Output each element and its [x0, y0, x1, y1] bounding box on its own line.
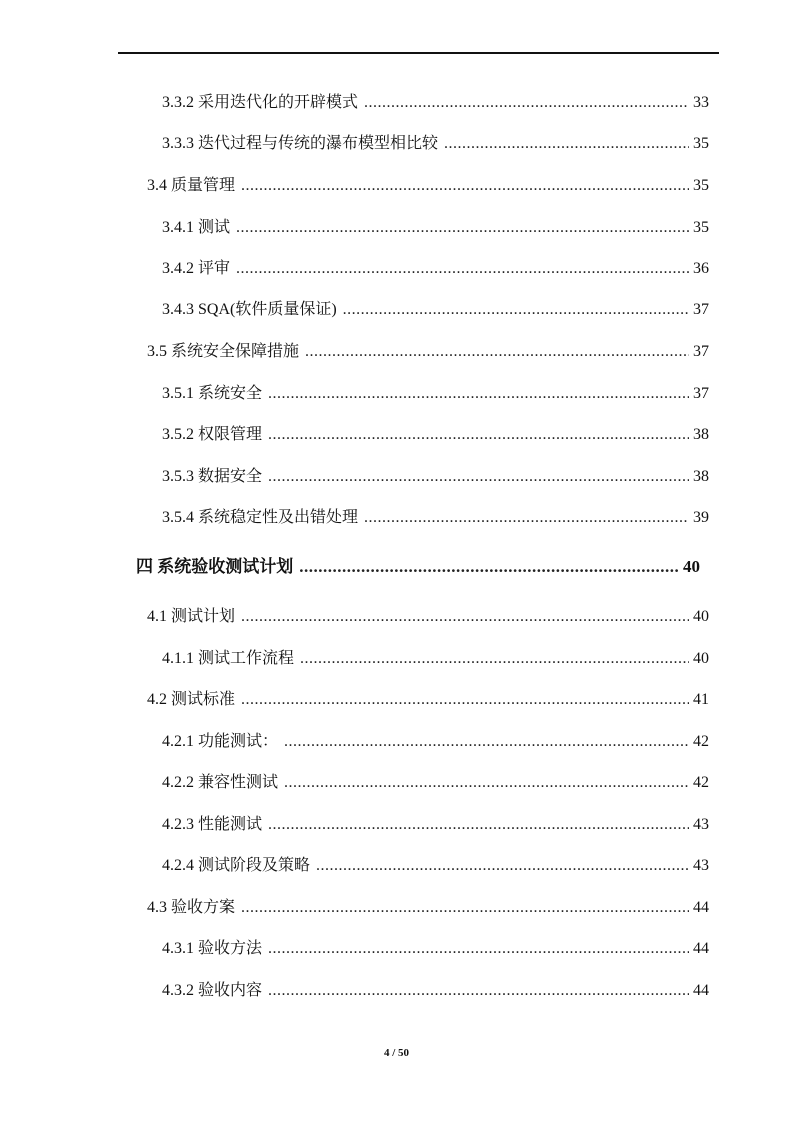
- toc-entry[interactable]: [162, 133, 709, 155]
- toc-entry-title: 3.5.2 权限管理: [162, 426, 263, 443]
- dot-leader: [268, 938, 689, 960]
- toc-entry-page: 38: [693, 426, 709, 443]
- toc-entry[interactable]: [162, 299, 709, 321]
- toc-entry-title: 4.3.1 验收方法: [162, 940, 263, 957]
- toc-entry-title: 3.5 系统安全保障措施: [147, 343, 300, 360]
- toc-entry-page: 38: [693, 468, 709, 485]
- toc-entry-title: 3.4 质量管理: [147, 177, 236, 194]
- toc-entry[interactable]: [147, 606, 709, 628]
- toc-entry-page: 43: [693, 857, 709, 874]
- toc-entry-page: 42: [693, 774, 709, 791]
- page-number: 4 / 50: [383, 1047, 410, 1059]
- toc-entry[interactable]: [162, 814, 709, 836]
- dot-leader: [268, 814, 689, 836]
- toc-entry-page: 37: [693, 301, 709, 318]
- dot-leader: [364, 507, 689, 529]
- toc-entry-page: 37: [693, 385, 709, 402]
- toc-entry-page: 37: [693, 343, 709, 360]
- toc-entry[interactable]: [147, 175, 709, 197]
- toc-entry-title: 4.2.3 性能测试: [162, 816, 263, 833]
- toc-entry[interactable]: [162, 772, 709, 794]
- toc-entry[interactable]: [162, 980, 709, 1002]
- toc-entry-page: 40: [693, 608, 709, 625]
- toc-entry-page: 43: [693, 816, 709, 833]
- dot-leader: [300, 648, 689, 670]
- toc-entry-page: 33: [693, 94, 709, 111]
- toc-entry-page: 40: [693, 650, 709, 667]
- toc-entry-title: 4.2 测试标准: [147, 691, 236, 708]
- toc-entry[interactable]: [162, 731, 709, 753]
- toc-entry[interactable]: [162, 466, 709, 488]
- toc-entry-title: 3.4.1 测试: [162, 219, 231, 236]
- dot-leader: [241, 606, 689, 628]
- toc-entry-page: 42: [693, 733, 709, 750]
- toc-entry-title: 3.3.2 采用迭代化的开辟模式: [162, 94, 359, 111]
- toc-entry[interactable]: [162, 507, 709, 529]
- toc-entry-page: 44: [693, 899, 709, 916]
- dot-leader: [241, 897, 689, 919]
- dot-leader: [305, 341, 689, 363]
- toc-entry-title: 4.2.4 测试阶段及策略: [162, 857, 311, 874]
- toc-entry[interactable]: [162, 92, 709, 114]
- dot-leader: [284, 731, 689, 753]
- dot-leader: [268, 980, 689, 1002]
- dot-leader: [284, 772, 689, 794]
- toc-entry-page: 41: [693, 691, 709, 708]
- toc-entry[interactable]: [162, 424, 709, 446]
- toc-entry-title: 四 系统验收测试计划: [136, 557, 294, 576]
- dot-leader: [268, 424, 689, 446]
- dot-leader: [268, 383, 689, 405]
- toc-entry-title: 3.5.3 数据安全: [162, 468, 263, 485]
- toc-entry-page: 40: [683, 557, 700, 576]
- toc-entry-page: 35: [693, 135, 709, 152]
- toc-entry-title: 3.5.4 系统稳定性及出错处理: [162, 509, 359, 526]
- dot-leader: [364, 92, 689, 114]
- toc-entry[interactable]: [162, 855, 709, 877]
- dot-leader: [299, 556, 679, 578]
- toc-entry[interactable]: [162, 217, 709, 239]
- toc-entry[interactable]: [162, 383, 709, 405]
- toc-entry-title: 4.3 验收方案: [147, 899, 236, 916]
- header-rule: [118, 52, 719, 54]
- toc-entry-title: 3.4.3 SQA(软件质量保证): [162, 301, 337, 318]
- dot-leader: [444, 133, 689, 155]
- toc-entry-page: 35: [693, 177, 709, 194]
- dot-leader: [241, 689, 689, 711]
- dot-leader: [236, 258, 689, 280]
- dot-leader: [236, 217, 689, 239]
- toc-entry-title: 4.2.1 功能测试：: [162, 733, 279, 750]
- dot-leader: [268, 466, 689, 488]
- toc-entry-title: 4.1.1 测试工作流程: [162, 650, 295, 667]
- toc-entry-title: 4.2.2 兼容性测试: [162, 774, 279, 791]
- dot-leader: [316, 855, 689, 877]
- toc-entry[interactable]: [147, 897, 709, 919]
- toc-entry[interactable]: [136, 556, 700, 578]
- toc-entry[interactable]: [147, 689, 709, 711]
- dot-leader: [241, 175, 689, 197]
- toc-entry-title: 3.4.2 评审: [162, 260, 231, 277]
- toc-entry[interactable]: [147, 341, 709, 363]
- toc-entry-title: 3.5.1 系统安全: [162, 385, 263, 402]
- toc-entry-page: 44: [693, 982, 709, 999]
- toc-entry[interactable]: [162, 648, 709, 670]
- toc-entry-page: 39: [693, 509, 709, 526]
- toc-entry-page: 44: [693, 940, 709, 957]
- toc-entry-title: 4.1 测试计划: [147, 608, 236, 625]
- dot-leader: [343, 299, 689, 321]
- toc-entry-page: 35: [693, 219, 709, 236]
- toc-entry-title: 3.3.3 迭代过程与传统的瀑布模型相比较: [162, 135, 439, 152]
- toc-entry-page: 36: [693, 260, 709, 277]
- toc-entry[interactable]: [162, 938, 709, 960]
- toc-entry-title: 4.3.2 验收内容: [162, 982, 263, 999]
- toc-entry[interactable]: [162, 258, 709, 280]
